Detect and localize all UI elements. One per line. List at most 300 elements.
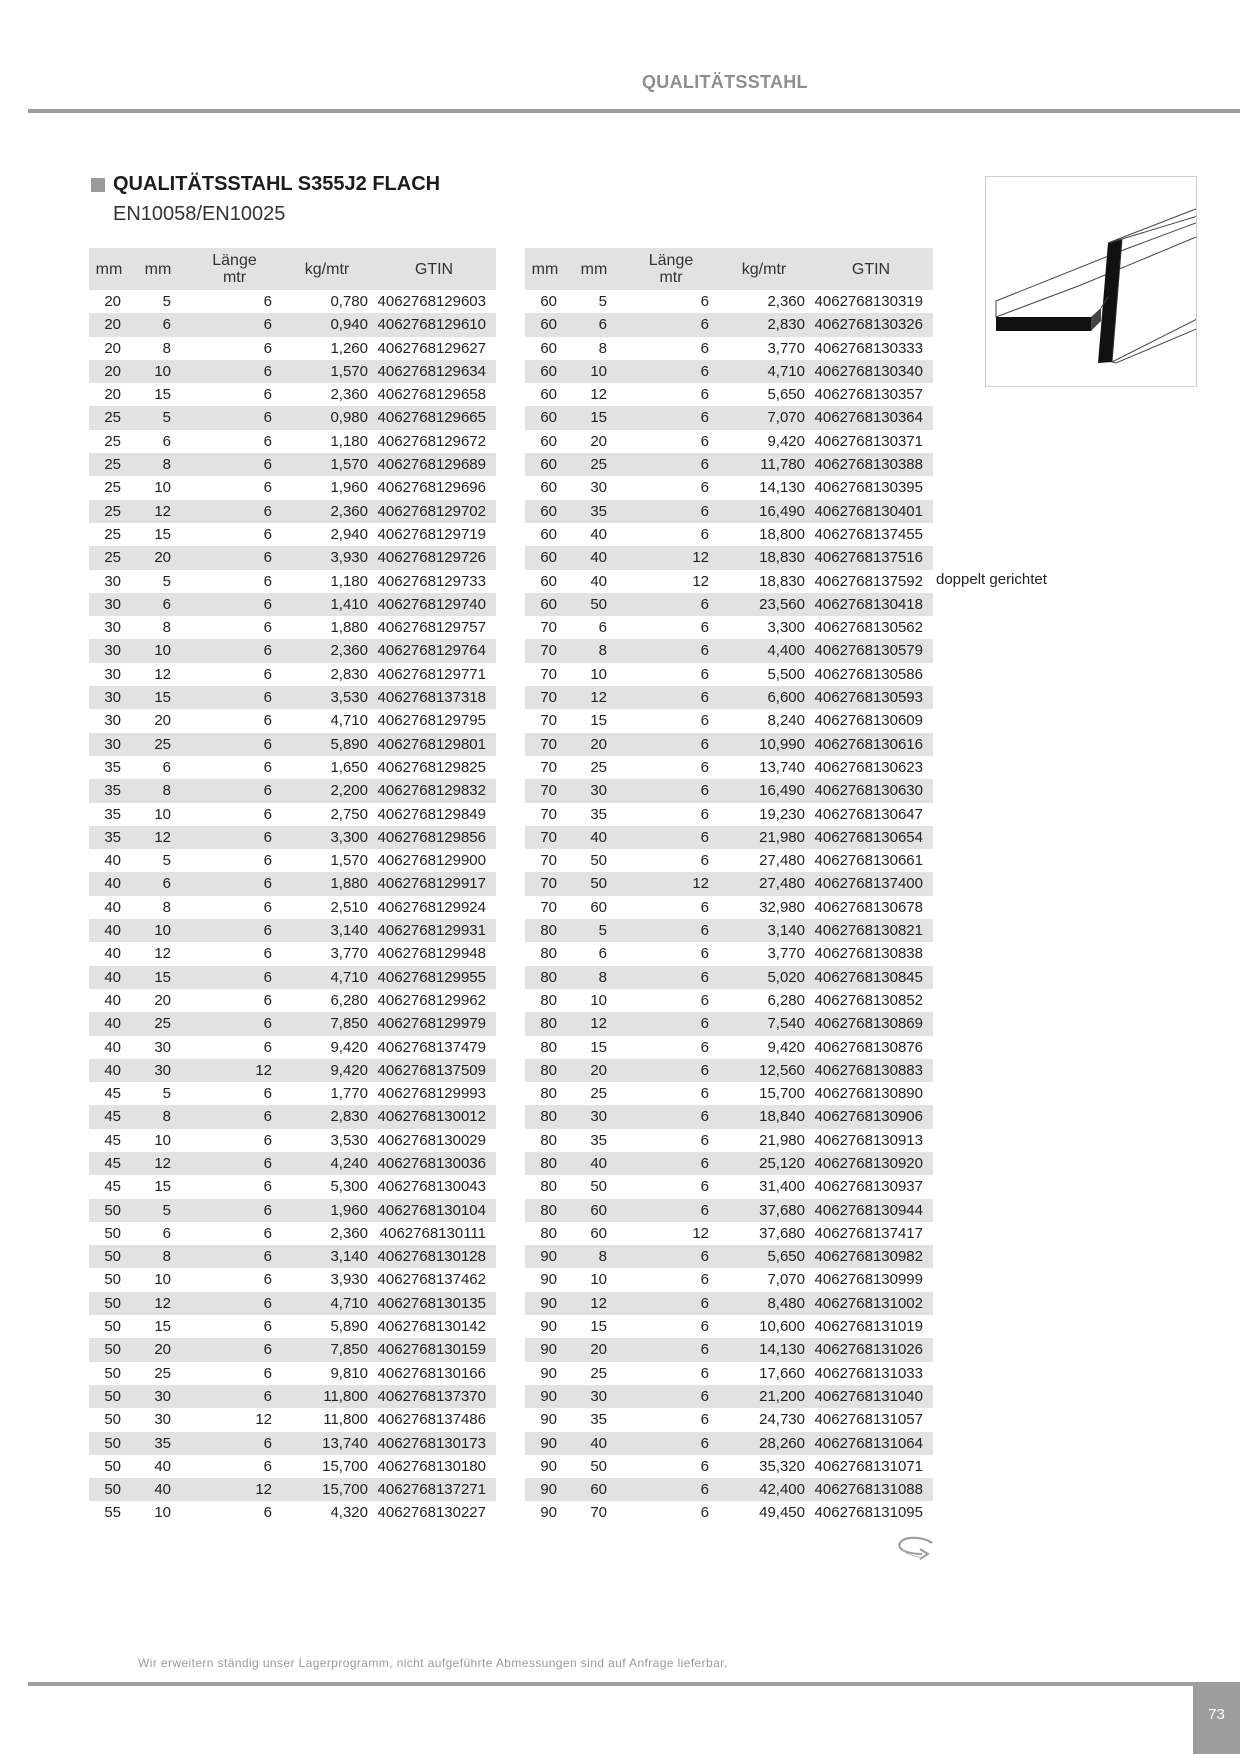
cell-thickness: 40 bbox=[565, 826, 623, 849]
table-row bbox=[89, 1059, 496, 1082]
cell-length: 6 bbox=[700, 339, 709, 357]
cell-thickness: 6 bbox=[162, 1224, 171, 1242]
cell-thickness: 6 bbox=[129, 593, 187, 616]
cell-gtin: 4062768131095 bbox=[814, 1504, 923, 1522]
cell-weight: 15,700 bbox=[322, 1457, 368, 1475]
cell-weight: 8,240 bbox=[767, 712, 805, 730]
cell-thickness: 30 bbox=[154, 1411, 171, 1429]
cell-length: 12 bbox=[692, 1224, 709, 1242]
cell-thickness: 8 bbox=[162, 898, 171, 916]
cell-thickness: 10 bbox=[154, 1131, 171, 1149]
table-row bbox=[525, 709, 933, 732]
table-row bbox=[525, 942, 933, 965]
cell-length: 6 bbox=[263, 572, 272, 590]
cell-weight: 11,800 bbox=[282, 1385, 372, 1408]
cell-weight: 27,480 bbox=[719, 872, 809, 895]
table-row bbox=[525, 1385, 933, 1408]
cell-thickness: 10 bbox=[129, 639, 187, 662]
table-row bbox=[89, 1455, 496, 1478]
cell-length: 6 bbox=[263, 712, 272, 730]
cell-thickness: 6 bbox=[598, 945, 607, 963]
cell-thickness: 6 bbox=[162, 432, 171, 450]
cell-width: 60 bbox=[525, 360, 565, 383]
table-row bbox=[525, 546, 933, 569]
cell-thickness: 5 bbox=[598, 293, 607, 310]
col-header-width: mm bbox=[525, 248, 565, 290]
cell-length: 6 bbox=[187, 639, 282, 662]
cell-thickness: 25 bbox=[129, 1012, 187, 1035]
cell-length: 6 bbox=[700, 479, 709, 497]
cell-thickness: 60 bbox=[565, 1478, 623, 1501]
cell-weight: 27,480 bbox=[759, 852, 805, 870]
cell-length: 6 bbox=[187, 406, 282, 429]
table-row bbox=[525, 989, 933, 1012]
table-row bbox=[89, 1082, 496, 1105]
table-row bbox=[525, 383, 933, 406]
cell-thickness: 8 bbox=[565, 639, 623, 662]
cell-length: 6 bbox=[700, 1504, 709, 1522]
cell-width: 90 bbox=[540, 1364, 557, 1382]
table-row bbox=[89, 966, 496, 989]
cell-gtin: 4062768129832 bbox=[372, 779, 496, 802]
cell-length: 6 bbox=[187, 360, 282, 383]
cell-thickness: 25 bbox=[129, 733, 187, 756]
cell-weight: 7,540 bbox=[719, 1012, 809, 1035]
cell-width: 35 bbox=[89, 826, 129, 849]
cell-length: 6 bbox=[700, 898, 709, 916]
cell-length: 6 bbox=[187, 1245, 282, 1268]
table-header-row bbox=[89, 248, 496, 290]
cell-thickness: 10 bbox=[590, 1271, 607, 1289]
cell-length: 6 bbox=[700, 1318, 709, 1336]
cell-length: 6 bbox=[187, 453, 282, 476]
cell-thickness: 10 bbox=[154, 479, 171, 497]
cell-length: 6 bbox=[263, 525, 272, 543]
cell-width: 80 bbox=[540, 1224, 557, 1242]
cell-gtin: 4062768130104 bbox=[372, 1199, 496, 1222]
cell-thickness: 8 bbox=[565, 1245, 623, 1268]
col-header-length: Länge mtr bbox=[623, 248, 719, 290]
cell-gtin: 4062768130111 bbox=[379, 1224, 486, 1242]
cell-gtin: 4062768129757 bbox=[377, 619, 486, 637]
table-row bbox=[89, 1432, 496, 1455]
cell-length: 6 bbox=[623, 1292, 719, 1315]
cell-length: 6 bbox=[700, 386, 709, 404]
cell-length: 6 bbox=[263, 1364, 272, 1382]
cell-thickness: 50 bbox=[590, 1457, 607, 1475]
cell-gtin: 4062768130401 bbox=[809, 500, 933, 523]
cell-weight: 15,700 bbox=[759, 1085, 805, 1103]
cell-width: 50 bbox=[89, 1338, 129, 1361]
cell-weight: 19,230 bbox=[759, 805, 805, 823]
table-row bbox=[525, 663, 933, 686]
cell-thickness: 20 bbox=[565, 733, 623, 756]
cell-weight: 4,710 bbox=[282, 966, 372, 989]
cell-thickness: 8 bbox=[598, 339, 607, 357]
cell-width: 60 bbox=[525, 500, 565, 523]
table-row bbox=[525, 1478, 933, 1501]
col-header-weight: kg/mtr bbox=[282, 248, 372, 290]
table-row bbox=[89, 616, 496, 639]
table-row bbox=[525, 1082, 933, 1105]
cell-width: 80 bbox=[540, 1131, 557, 1149]
cell-thickness: 20 bbox=[129, 546, 187, 569]
cell-weight: 1,880 bbox=[282, 872, 372, 895]
cell-gtin: 4062768130937 bbox=[814, 1178, 923, 1196]
cell-width: 40 bbox=[104, 1038, 121, 1056]
cell-weight: 1,650 bbox=[330, 758, 368, 776]
cell-thickness: 40 bbox=[565, 1432, 623, 1455]
cell-width: 35 bbox=[104, 805, 121, 823]
table-row bbox=[525, 849, 933, 872]
cell-length: 6 bbox=[187, 1199, 282, 1222]
cell-length: 6 bbox=[700, 852, 709, 870]
cell-gtin: 4062768130609 bbox=[814, 712, 923, 730]
cell-thickness: 5 bbox=[129, 1199, 187, 1222]
table-row bbox=[89, 1338, 496, 1361]
cell-thickness: 20 bbox=[565, 1338, 623, 1361]
cell-width: 90 bbox=[540, 1318, 557, 1336]
table-row bbox=[525, 1129, 933, 1152]
cell-width: 60 bbox=[540, 525, 557, 543]
table-row bbox=[525, 337, 933, 360]
cell-width: 40 bbox=[89, 919, 129, 942]
cell-weight: 8,480 bbox=[719, 1292, 809, 1315]
cell-length: 6 bbox=[623, 1105, 719, 1128]
cell-weight: 9,810 bbox=[330, 1364, 368, 1382]
cell-weight: 37,680 bbox=[759, 1224, 805, 1242]
cell-width: 70 bbox=[540, 852, 557, 870]
table-row bbox=[525, 919, 933, 942]
cell-length: 6 bbox=[187, 1432, 282, 1455]
cell-thickness: 40 bbox=[565, 546, 623, 569]
cell-length: 6 bbox=[263, 1271, 272, 1289]
cell-length: 6 bbox=[700, 665, 709, 683]
cell-weight: 24,730 bbox=[759, 1411, 805, 1429]
cell-length: 6 bbox=[263, 665, 272, 683]
cell-width: 50 bbox=[89, 1478, 129, 1501]
cell-length: 6 bbox=[263, 339, 272, 357]
cell-length: 6 bbox=[187, 1152, 282, 1175]
cell-width: 90 bbox=[525, 1385, 565, 1408]
cell-weight: 4,710 bbox=[719, 360, 809, 383]
cell-thickness: 40 bbox=[590, 572, 607, 590]
cell-length: 6 bbox=[623, 453, 719, 476]
cell-thickness: 25 bbox=[565, 453, 623, 476]
cell-weight: 5,500 bbox=[767, 665, 805, 683]
cell-width: 80 bbox=[525, 1012, 565, 1035]
table-row bbox=[89, 313, 496, 336]
table-row bbox=[89, 872, 496, 895]
cell-thickness: 12 bbox=[590, 386, 607, 404]
table-row bbox=[525, 453, 933, 476]
cell-width: 80 bbox=[525, 1152, 565, 1175]
table-row bbox=[525, 570, 933, 593]
cell-gtin: 4062768129993 bbox=[377, 1085, 486, 1103]
cell-gtin: 4062768130869 bbox=[809, 1012, 933, 1035]
cell-weight: 4,240 bbox=[282, 1152, 372, 1175]
cell-width: 80 bbox=[525, 919, 565, 942]
cell-thickness: 8 bbox=[129, 779, 187, 802]
cell-thickness: 35 bbox=[590, 805, 607, 823]
cell-weight: 6,600 bbox=[719, 686, 809, 709]
cell-length: 6 bbox=[700, 1457, 709, 1475]
cell-width: 25 bbox=[89, 453, 129, 476]
page-turn-arrow-icon bbox=[896, 1534, 934, 1564]
cell-weight: 11,780 bbox=[719, 453, 809, 476]
table-row bbox=[525, 639, 933, 662]
cell-weight: 3,300 bbox=[282, 826, 372, 849]
table-row bbox=[525, 826, 933, 849]
cell-gtin: 4062768129627 bbox=[377, 339, 486, 357]
cell-weight: 11,800 bbox=[323, 1411, 368, 1429]
cell-weight: 2,200 bbox=[282, 779, 372, 802]
cell-gtin: 4062768129689 bbox=[372, 453, 496, 476]
cell-gtin: 4062768131040 bbox=[809, 1385, 933, 1408]
cell-width: 60 bbox=[525, 313, 565, 336]
cell-weight: 14,130 bbox=[719, 1338, 809, 1361]
cell-length: 6 bbox=[263, 945, 272, 963]
cell-width: 40 bbox=[104, 852, 121, 870]
product-table-right bbox=[525, 248, 933, 1525]
cell-width: 70 bbox=[540, 619, 557, 637]
cell-thickness: 25 bbox=[590, 1085, 607, 1103]
cell-thickness: 30 bbox=[565, 1385, 623, 1408]
cell-width: 70 bbox=[525, 872, 565, 895]
table-row bbox=[525, 1292, 933, 1315]
cell-gtin: 4062768130043 bbox=[377, 1178, 486, 1196]
cell-gtin: 4062768130319 bbox=[814, 293, 923, 310]
cell-gtin: 4062768130838 bbox=[814, 945, 923, 963]
cell-thickness: 6 bbox=[598, 619, 607, 637]
cell-weight: 6,280 bbox=[330, 991, 368, 1009]
cell-width: 80 bbox=[525, 1059, 565, 1082]
cell-weight: 25,120 bbox=[719, 1152, 809, 1175]
cell-weight: 9,420 bbox=[767, 1038, 805, 1056]
cell-length: 6 bbox=[623, 593, 719, 616]
cell-width: 25 bbox=[104, 479, 121, 497]
table-row bbox=[89, 1478, 496, 1501]
product-table-left bbox=[89, 248, 496, 1525]
col-header-length: Länge mtr bbox=[187, 248, 282, 290]
cell-gtin: 4062768130388 bbox=[809, 453, 933, 476]
table-row bbox=[89, 1175, 496, 1198]
table-row bbox=[89, 476, 496, 499]
cell-length: 6 bbox=[263, 1131, 272, 1149]
cell-width: 60 bbox=[525, 593, 565, 616]
cell-length: 6 bbox=[700, 1038, 709, 1056]
cell-length: 6 bbox=[187, 313, 282, 336]
cell-weight: 15,700 bbox=[282, 1478, 372, 1501]
table-row bbox=[525, 872, 933, 895]
cell-thickness: 12 bbox=[565, 1012, 623, 1035]
cell-width: 70 bbox=[525, 826, 565, 849]
cell-gtin: 4062768129955 bbox=[372, 966, 496, 989]
cell-length: 6 bbox=[187, 1012, 282, 1035]
cell-width: 90 bbox=[540, 1411, 557, 1429]
cell-thickness: 15 bbox=[129, 686, 187, 709]
cell-length: 6 bbox=[187, 779, 282, 802]
cell-length: 6 bbox=[623, 826, 719, 849]
table-row bbox=[89, 756, 496, 779]
cell-thickness: 50 bbox=[590, 1178, 607, 1196]
cell-thickness: 25 bbox=[590, 758, 607, 776]
table-row bbox=[89, 360, 496, 383]
cell-gtin: 4062768129856 bbox=[372, 826, 496, 849]
cell-gtin: 4062768130364 bbox=[809, 406, 933, 429]
cell-weight: 2,830 bbox=[719, 313, 809, 336]
table-row bbox=[89, 896, 496, 919]
table-row bbox=[525, 406, 933, 429]
cell-length: 6 bbox=[263, 619, 272, 637]
cell-weight: 1,180 bbox=[330, 432, 368, 450]
cell-length: 6 bbox=[623, 966, 719, 989]
cell-thickness: 6 bbox=[129, 872, 187, 895]
cell-length: 6 bbox=[263, 852, 272, 870]
cell-thickness: 50 bbox=[590, 852, 607, 870]
cell-weight: 3,770 bbox=[767, 945, 805, 963]
table-row bbox=[89, 1129, 496, 1152]
table-row bbox=[89, 826, 496, 849]
cell-length: 6 bbox=[623, 639, 719, 662]
cell-width: 40 bbox=[104, 991, 121, 1009]
cell-width: 30 bbox=[104, 572, 121, 590]
cell-length: 6 bbox=[700, 991, 709, 1009]
cell-gtin: 4062768129931 bbox=[372, 919, 496, 942]
cell-thickness: 15 bbox=[154, 525, 171, 543]
cell-width: 45 bbox=[89, 1152, 129, 1175]
cell-width: 50 bbox=[89, 1199, 129, 1222]
table-row bbox=[525, 1175, 933, 1198]
cell-width: 70 bbox=[525, 686, 565, 709]
table-row bbox=[89, 639, 496, 662]
cell-weight: 2,360 bbox=[330, 1224, 368, 1242]
cell-width: 90 bbox=[525, 1245, 565, 1268]
cell-thickness: 35 bbox=[590, 1131, 607, 1149]
page-number: 73 bbox=[1208, 1706, 1225, 1723]
cell-gtin: 4062768130944 bbox=[809, 1199, 933, 1222]
cell-gtin: 4062768137516 bbox=[809, 546, 933, 569]
table-row bbox=[525, 1152, 933, 1175]
cell-gtin: 4062768130883 bbox=[809, 1059, 933, 1082]
cell-width: 90 bbox=[540, 1504, 557, 1522]
cell-length: 6 bbox=[700, 945, 709, 963]
cell-gtin: 4062768137271 bbox=[372, 1478, 496, 1501]
page-number-box bbox=[1193, 1682, 1240, 1754]
cell-thickness: 20 bbox=[154, 712, 171, 730]
cell-gtin: 4062768130913 bbox=[814, 1131, 923, 1149]
cell-width: 30 bbox=[89, 593, 129, 616]
cell-weight: 16,490 bbox=[719, 779, 809, 802]
cell-width: 90 bbox=[525, 1432, 565, 1455]
cell-weight: 23,560 bbox=[719, 593, 809, 616]
cell-length: 6 bbox=[187, 733, 282, 756]
cell-weight: 1,570 bbox=[330, 852, 368, 870]
cell-length: 6 bbox=[263, 479, 272, 497]
cell-weight: 3,930 bbox=[282, 546, 372, 569]
cell-gtin: 4062768130036 bbox=[372, 1152, 496, 1175]
table-row bbox=[525, 1315, 933, 1338]
cell-width: 25 bbox=[104, 432, 121, 450]
cell-width: 30 bbox=[104, 712, 121, 730]
cell-weight: 10,600 bbox=[759, 1318, 805, 1336]
cell-width: 20 bbox=[89, 313, 129, 336]
cell-width: 35 bbox=[89, 779, 129, 802]
cell-weight: 1,960 bbox=[330, 479, 368, 497]
cell-thickness: 12 bbox=[129, 500, 187, 523]
cell-gtin: 4062768130616 bbox=[809, 733, 933, 756]
cell-length: 6 bbox=[187, 872, 282, 895]
cell-thickness: 12 bbox=[565, 1292, 623, 1315]
cell-length: 6 bbox=[623, 686, 719, 709]
cell-width: 45 bbox=[89, 1105, 129, 1128]
cell-thickness: 12 bbox=[154, 945, 171, 963]
cell-length: 6 bbox=[623, 1152, 719, 1175]
cell-weight: 3,140 bbox=[282, 1245, 372, 1268]
cell-width: 70 bbox=[540, 805, 557, 823]
cell-gtin: 4062768130166 bbox=[377, 1364, 486, 1382]
cell-weight: 3,300 bbox=[767, 619, 805, 637]
cell-gtin: 4062768130159 bbox=[372, 1338, 496, 1361]
cell-gtin: 4062768129962 bbox=[377, 991, 486, 1009]
cell-thickness: 15 bbox=[590, 1038, 607, 1056]
cell-gtin: 4062768130562 bbox=[814, 619, 923, 637]
cell-length: 6 bbox=[623, 1338, 719, 1361]
table-row bbox=[89, 593, 496, 616]
cell-width: 60 bbox=[540, 293, 557, 310]
table-row bbox=[89, 500, 496, 523]
cell-gtin: 4062768129634 bbox=[372, 360, 496, 383]
section-marker-icon bbox=[91, 178, 105, 192]
cell-weight: 9,420 bbox=[282, 1059, 372, 1082]
cell-weight: 3,530 bbox=[282, 686, 372, 709]
cell-weight: 17,660 bbox=[759, 1364, 805, 1382]
cell-gtin: 4062768130999 bbox=[814, 1271, 923, 1289]
cell-width: 25 bbox=[104, 525, 121, 543]
cell-thickness: 6 bbox=[129, 313, 187, 336]
cell-width: 40 bbox=[89, 1012, 129, 1035]
cell-thickness: 35 bbox=[565, 500, 623, 523]
cell-weight: 1,770 bbox=[330, 1085, 368, 1103]
cell-weight: 1,260 bbox=[330, 339, 368, 357]
flat-steel-bar-illustration bbox=[985, 176, 1197, 387]
cell-thickness: 70 bbox=[590, 1504, 607, 1522]
cell-thickness: 5 bbox=[162, 1085, 171, 1103]
section-title: QUALITÄTSSTAHL S355J2 FLACH bbox=[113, 173, 441, 195]
cell-weight: 1,180 bbox=[330, 572, 368, 590]
cell-length: 6 bbox=[623, 360, 719, 383]
cell-gtin: 4062768130890 bbox=[814, 1085, 923, 1103]
cell-width: 80 bbox=[540, 991, 557, 1009]
cell-width: 55 bbox=[104, 1504, 121, 1522]
cell-thickness: 10 bbox=[154, 1271, 171, 1289]
cell-width: 45 bbox=[104, 1178, 121, 1196]
cell-length: 12 bbox=[623, 546, 719, 569]
cell-thickness: 50 bbox=[565, 872, 623, 895]
cell-length: 6 bbox=[187, 593, 282, 616]
table-row bbox=[525, 1338, 933, 1361]
cell-length: 6 bbox=[623, 1478, 719, 1501]
cell-width: 70 bbox=[525, 639, 565, 662]
table-row bbox=[525, 1199, 933, 1222]
cell-gtin: 4062768130418 bbox=[809, 593, 933, 616]
cell-width: 70 bbox=[540, 898, 557, 916]
cell-width: 80 bbox=[540, 1178, 557, 1196]
table-row bbox=[89, 803, 496, 826]
cell-length: 6 bbox=[700, 1131, 709, 1149]
table-row bbox=[525, 803, 933, 826]
cell-weight: 35,320 bbox=[759, 1457, 805, 1475]
